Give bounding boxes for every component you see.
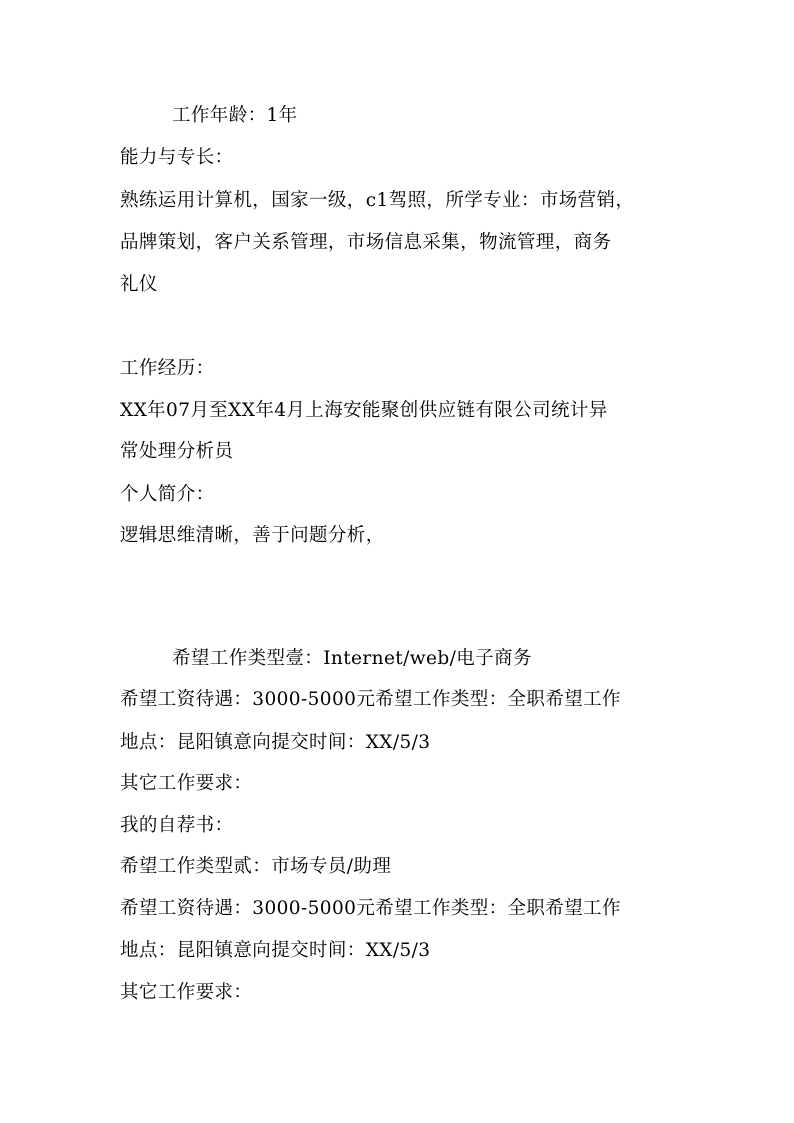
work-years-line: 工作年龄：1年 [172, 105, 298, 126]
location-line: 地点：昆阳镇意向提交时间：XX/5/3 [120, 732, 431, 753]
salary-line: 希望工资待遇：3000-5000元希望工作类型：全职希望工作 [120, 689, 621, 710]
salary-line: 希望工资待遇：3000-5000元希望工作类型：全职希望工作 [120, 898, 621, 919]
job-type-line: 希望工作类型壹：Internet/web/电子商务 [172, 648, 532, 669]
experience-line: 常处理分析员 [120, 441, 234, 462]
skills-line: 品牌策划，客户关系管理，市场信息采集，物流管理，商务 [120, 232, 612, 253]
intro-text: 逻辑思维清晰，善于问题分析， [120, 525, 385, 546]
other-requirements-line: 其它工作要求： [120, 773, 253, 794]
skills-line: 熟练运用计算机，国家一级，c1驾照，所学专业：市场营销， [120, 190, 635, 211]
other-requirements-line: 其它工作要求： [120, 982, 253, 1003]
self-recommendation-heading: 我的自荐书： [120, 815, 234, 836]
job-type-line: 希望工作类型贰：市场专员/助理 [120, 856, 392, 877]
location-line: 地点：昆阳镇意向提交时间：XX/5/3 [120, 940, 431, 961]
experience-line: XX年07月至XX年4月上海安能聚创供应链有限公司统计异 [120, 400, 608, 421]
experience-heading: 工作经历： [120, 358, 215, 379]
intro-heading: 个人简介： [120, 484, 215, 505]
skills-heading: 能力与专长： [120, 147, 234, 168]
skills-line: 礼仪 [120, 274, 158, 295]
